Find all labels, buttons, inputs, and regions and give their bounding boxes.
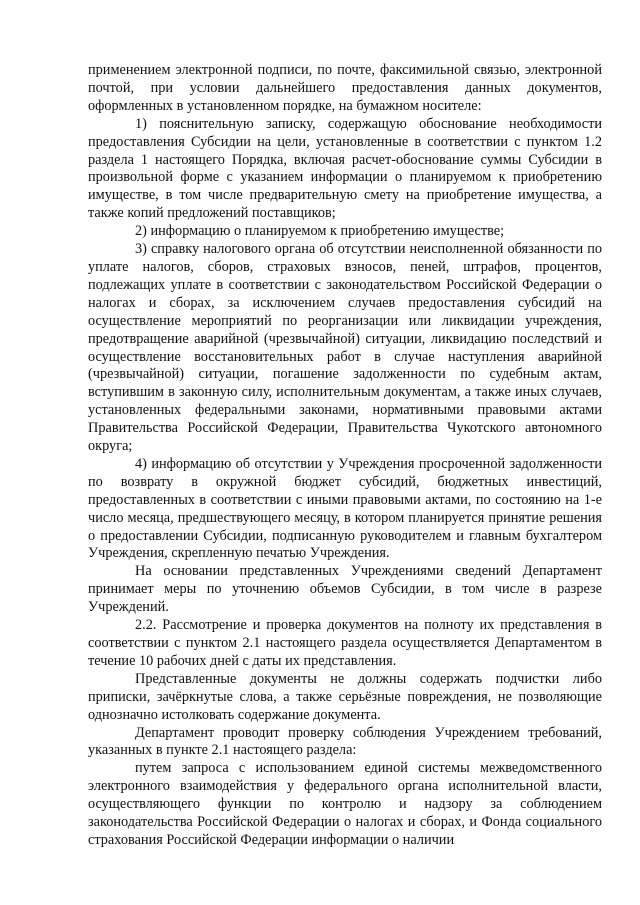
paragraph-section-2-2: 2.2. Рассмотрение и проверка документов на полноту их представления в соответствии с пунктом 2.1 настоящего раздела осуществляется Департаментом в течение 10 рабочих дней с даты их представления. xyxy=(88,617,602,669)
paragraph-submission-methods: применением электронной подписи, по почте, факсимильной связью, электронной почтой, при условии дальнейшего предоставления данных документов, оформленных в установленном порядке, на бумажном носителе: xyxy=(88,62,602,114)
paragraph-subsidy-adjustment: На основании представленных Учреждениями сведений Департамент принимает меры по уточнению объемов Субсидии, в том числе в разрезе Учреждений. xyxy=(88,563,602,616)
paragraph-department-verification: Департамент проводит проверку соблюдения Учреждением требований, указанных в пункте 2.1 настоящего раздела: xyxy=(88,724,602,759)
paragraph-item-4-debt-info: 4) информацию об отсутствии у Учреждения просроченной задолженности по возврату в окружной бюджет субсидий, бюджетных инвестиций, предоставленных в соответствии с иными правовыми актами, по состоянию на 1-е число месяца, предшествующего месяцу, в котором планируется принятие решения о предоставлении Субсидии, подписанную руководителем и главным бухгалтером Учреждения, скрепленную печатью Учреждения. xyxy=(88,455,602,562)
paragraph-item-1-explanatory-note: 1) пояснительную записку, содержащую обоснование необходимости предоставления Субсидии на цели, установленные в соответствии с пунктом 1.2 раздела 1 настоящего Порядка, включая расчет-обоснование суммы Субсидии в произвольной форме с указанием информации о планируемом к приобретению имуществе, в том числе предварительную смету на приобретение имущества, а также копий предложений поставщиков; xyxy=(88,115,602,222)
paragraph-item-3-tax-certificate: 3) справку налогового органа об отсутствии неисполненной обязанности по уплате налогов, сборов, страховых взносов, пеней, штрафов, процентов, подлежащих уплате в соответствии с законодательством Российской Федерации о налогах и сборах, за исключением случаев предоставления субсидий на осуществление мероприятий по реорганизации или ликвидации учреждения, предотвращение аварийной (чрезвычайной) ситуации, ликвидацию последствий и осуществление восстановительных работ в случае наступления аварийной (чрезвычайной) ситуации, погашение задолженности по судебным актам, вступившим в законную силу, исполнительным документам, а также иных случаев, установленных федеральными законами, нормативными правовыми актами Правительства Российской Федерации, Правительства Чукотского автономного округа; xyxy=(88,241,602,455)
document-page xyxy=(88,62,602,850)
paragraph-item-2-property-info: 2) информацию о планируемом к приобретению имуществе; xyxy=(135,223,505,240)
paragraph-document-requirements: Представленные документы не должны содержать подчистки либо приписки, зачёркнутые слова, а также серьёзные повреждения, не позволяющие однозначно истолковать содержание документа. xyxy=(88,670,602,723)
paragraph-interagency-request: путем запроса с использованием единой системы межведомственного электронного взаимодействия у федерального органа исполнительной власти, осуществляющего функции по контролю и надзору за соблюдением законодательства Российской Федерации о налогах и сборах, и Фонда социального страхования Российской Федерации информации о наличии xyxy=(88,760,602,848)
